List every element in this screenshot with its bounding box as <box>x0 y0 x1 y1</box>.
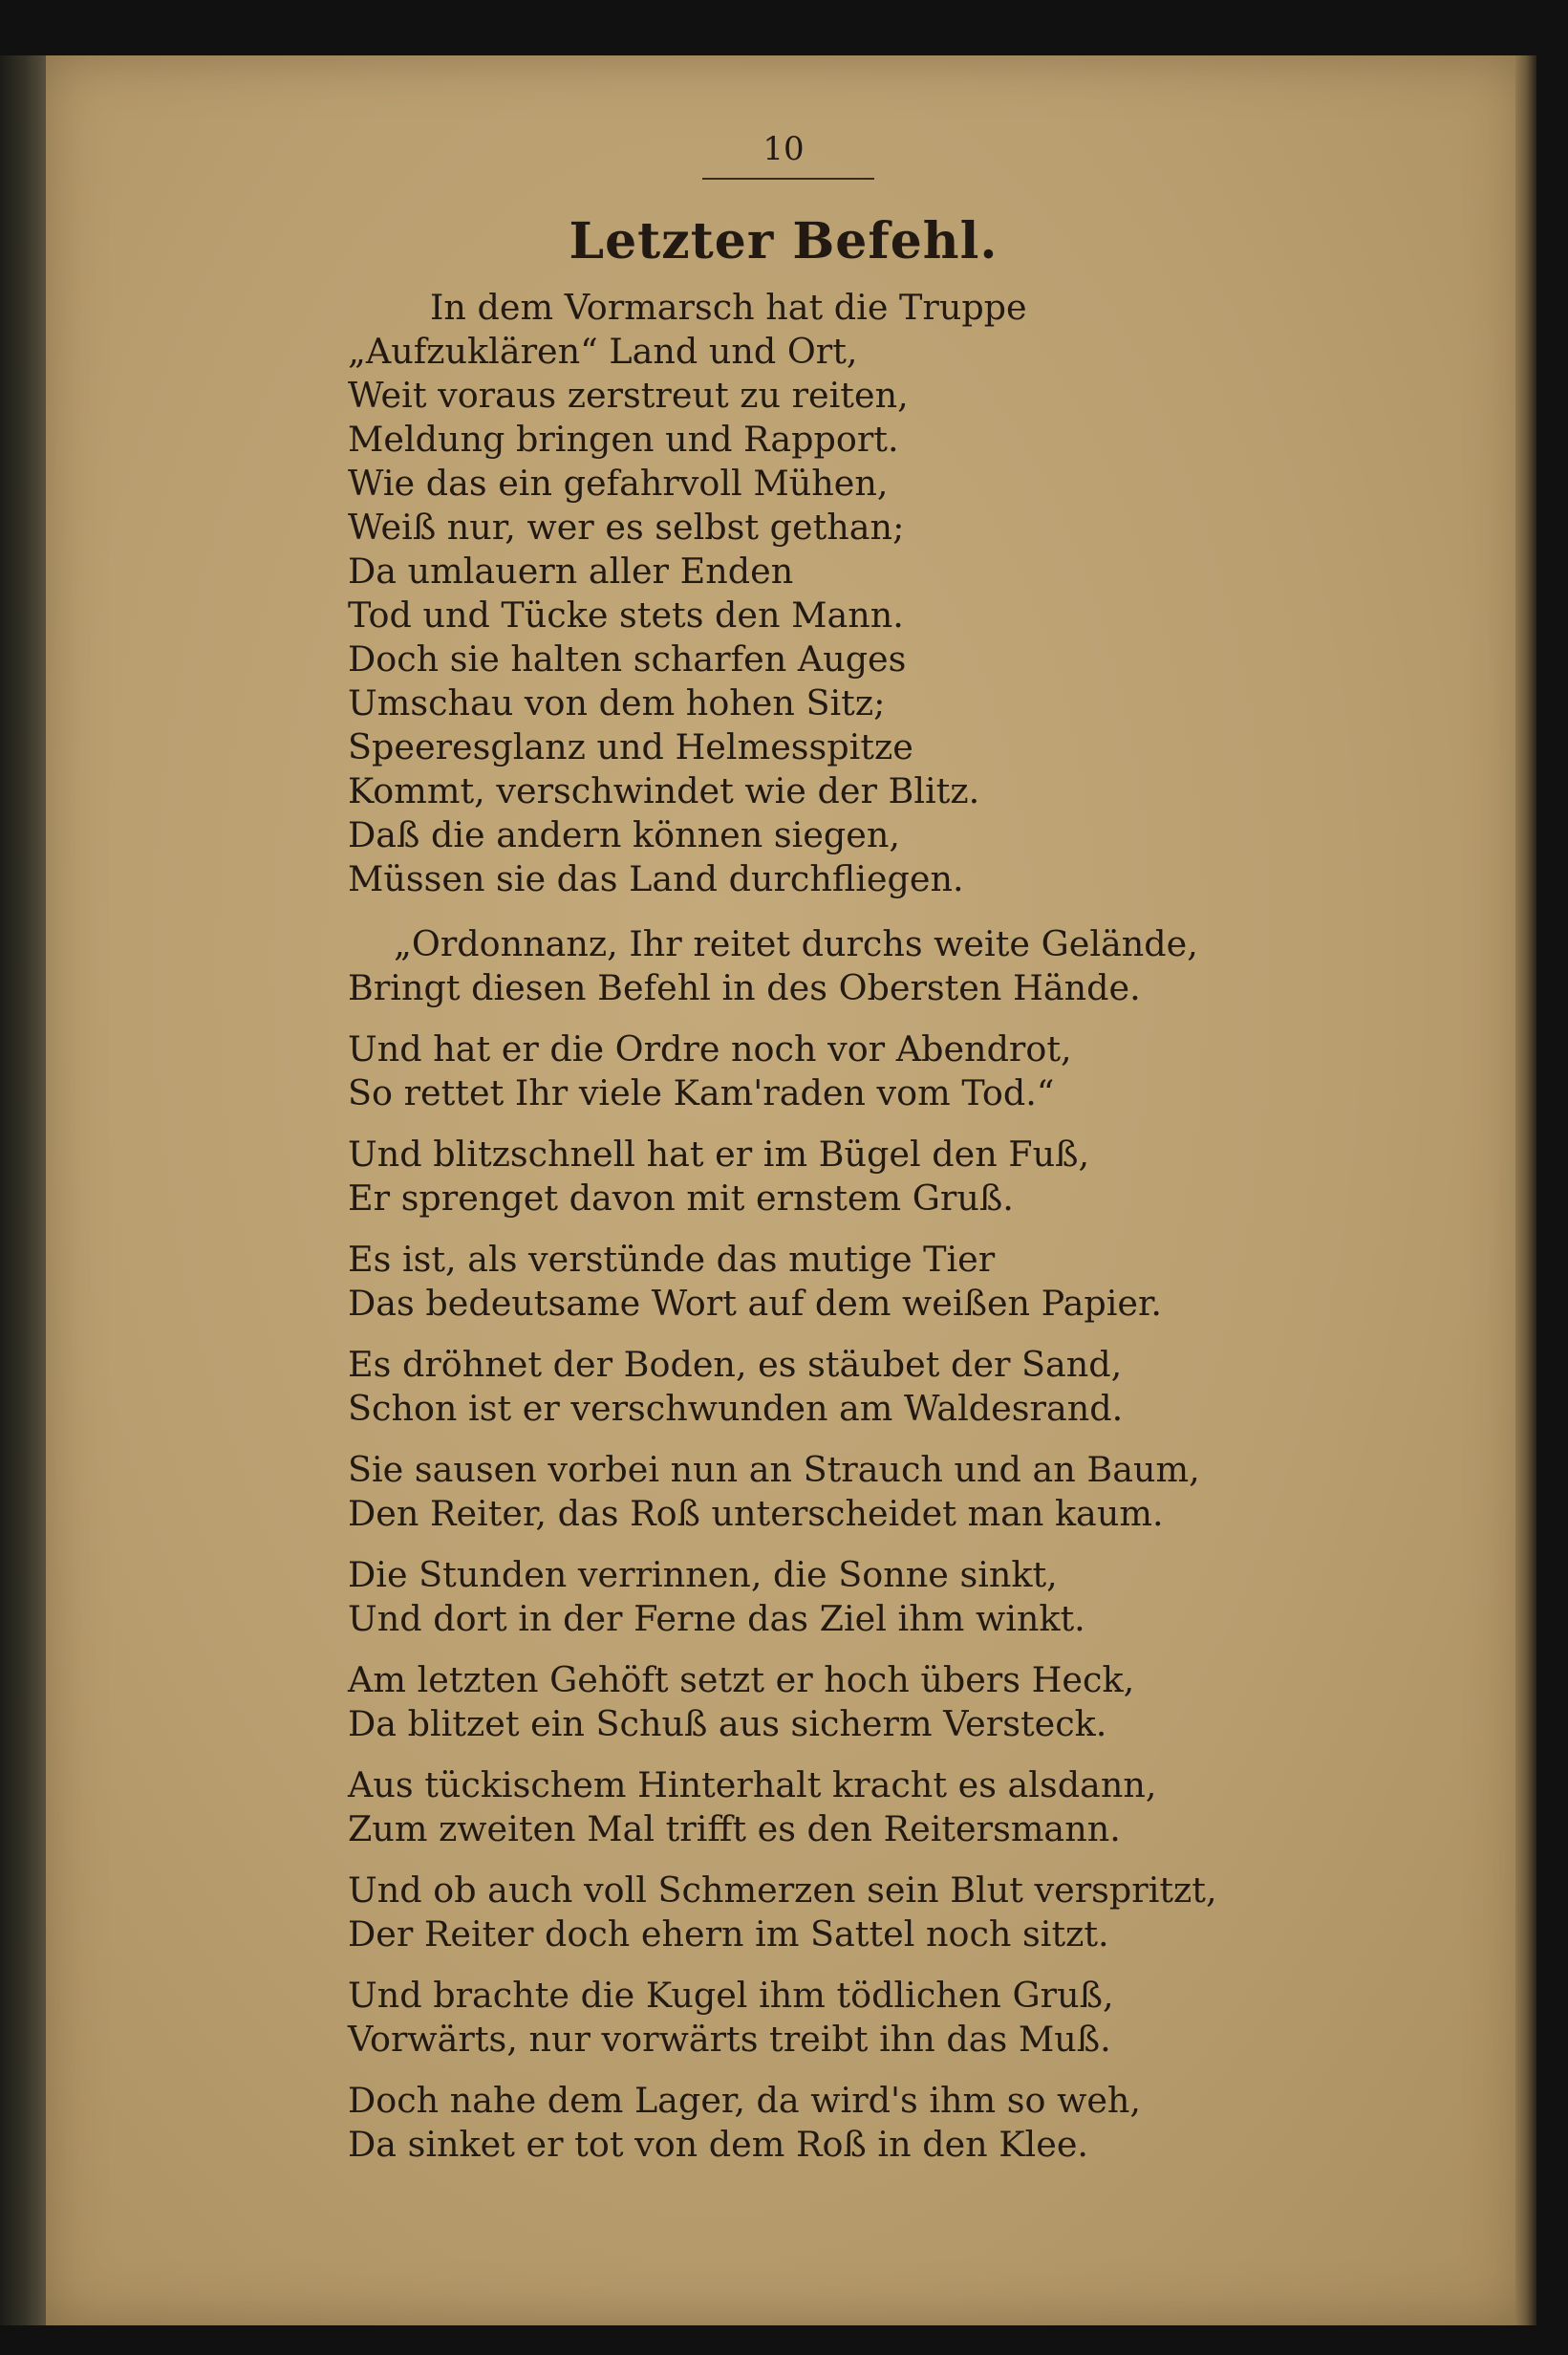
poem-line: Schon ist er verschwunden am Waldesrand. <box>348 1388 1124 1429</box>
poem-line: Und dort in der Ferne das Ziel ihm winkt. <box>348 1598 1085 1639</box>
poem-line: Wie das ein gefahrvoll Mühen, <box>348 463 889 504</box>
poem-line: Er sprenget davon mit ernstem Gruß. <box>348 1178 1014 1219</box>
poem-line: Und hat er die Ordre noch vor Abendrot, <box>348 1028 1072 1069</box>
poem-line: Am letzten Gehöft setzt er hoch übers Heck, <box>348 1659 1135 1700</box>
poem-line: Da umlauern aller Enden <box>348 551 794 592</box>
poem-line: Es ist, als verstünde das mutige Tier <box>348 1239 996 1280</box>
poem-line: Aus tückischem Hinterhalt kracht es alsdann, <box>348 1764 1157 1805</box>
poem-line: Der Reiter doch ehern im Sattel noch sitzt. <box>348 1913 1109 1955</box>
poem-line: Vorwärts, nur vorwärts treibt ihn das Muß. <box>348 2019 1111 2060</box>
poem-line: Daß die andern können siegen, <box>348 814 900 855</box>
poem-line: Bringt diesen Befehl in des Obersten Hände. <box>348 967 1141 1008</box>
header-rule <box>702 178 874 180</box>
poem-line: Kommt, verschwindet wie der Blitz. <box>348 770 980 811</box>
poem-line: Die Stunden verrinnen, die Sonne sinkt, <box>348 1554 1058 1595</box>
poem-line: In dem Vormarsch hat die Truppe <box>430 287 1027 328</box>
poem-line: Da sinket er tot von dem Roß in den Klee. <box>348 2124 1089 2165</box>
poem-line: Das bedeutsame Wort auf dem weißen Papier. <box>348 1283 1163 1324</box>
poem-line: Zum zweiten Mal trifft es den Reitersmann. <box>348 1808 1121 1849</box>
poem-line: Und brachte die Kugel ihm tödlichen Gruß, <box>348 1975 1114 2016</box>
poem-line: „Ordonnanz, Ihr reitet durchs weite Gelände, <box>394 923 1198 964</box>
poem-line: Es dröhnet der Boden, es stäubet der Sand, <box>348 1344 1123 1385</box>
poem-line: Da blitzet ein Schuß aus sicherm Versteck. <box>348 1703 1107 1744</box>
poem-line: Meldung bringen und Rapport. <box>348 419 899 460</box>
poem-line: Tod und Tücke stets den Mann. <box>348 594 904 636</box>
poem-line: Weit voraus zerstreut zu reiten, <box>348 375 909 416</box>
poem-title: Letzter Befehl. <box>569 212 999 270</box>
poem-line: Sie sausen vorbei nun an Strauch und an Baum, <box>348 1449 1200 1490</box>
poem-line: Und blitzschnell hat er im Bügel den Fuß, <box>348 1134 1090 1175</box>
poem-line: Müssen sie das Land durchfliegen. <box>348 858 964 899</box>
page-number: 10 <box>763 130 805 168</box>
poem-line: Und ob auch voll Schmerzen sein Blut verspritzt, <box>348 1869 1217 1911</box>
poem-line: Speeresglanz und Helmesspitze <box>348 726 913 767</box>
poem-line: So rettet Ihr viele Kam'raden vom Tod.“ <box>348 1072 1055 1113</box>
poem-line: Den Reiter, das Roß unterscheidet man kaum. <box>348 1493 1164 1534</box>
poem-line: Doch nahe dem Lager, da wird's ihm so weh, <box>348 2080 1142 2121</box>
poem-line: Umschau von dem hohen Sitz; <box>348 682 886 724</box>
poem-line: Weiß nur, wer es selbst gethan; <box>348 507 905 548</box>
poem-line: „Aufzuklären“ Land und Ort, <box>348 331 858 372</box>
poem-line: Doch sie halten scharfen Auges <box>348 638 907 680</box>
